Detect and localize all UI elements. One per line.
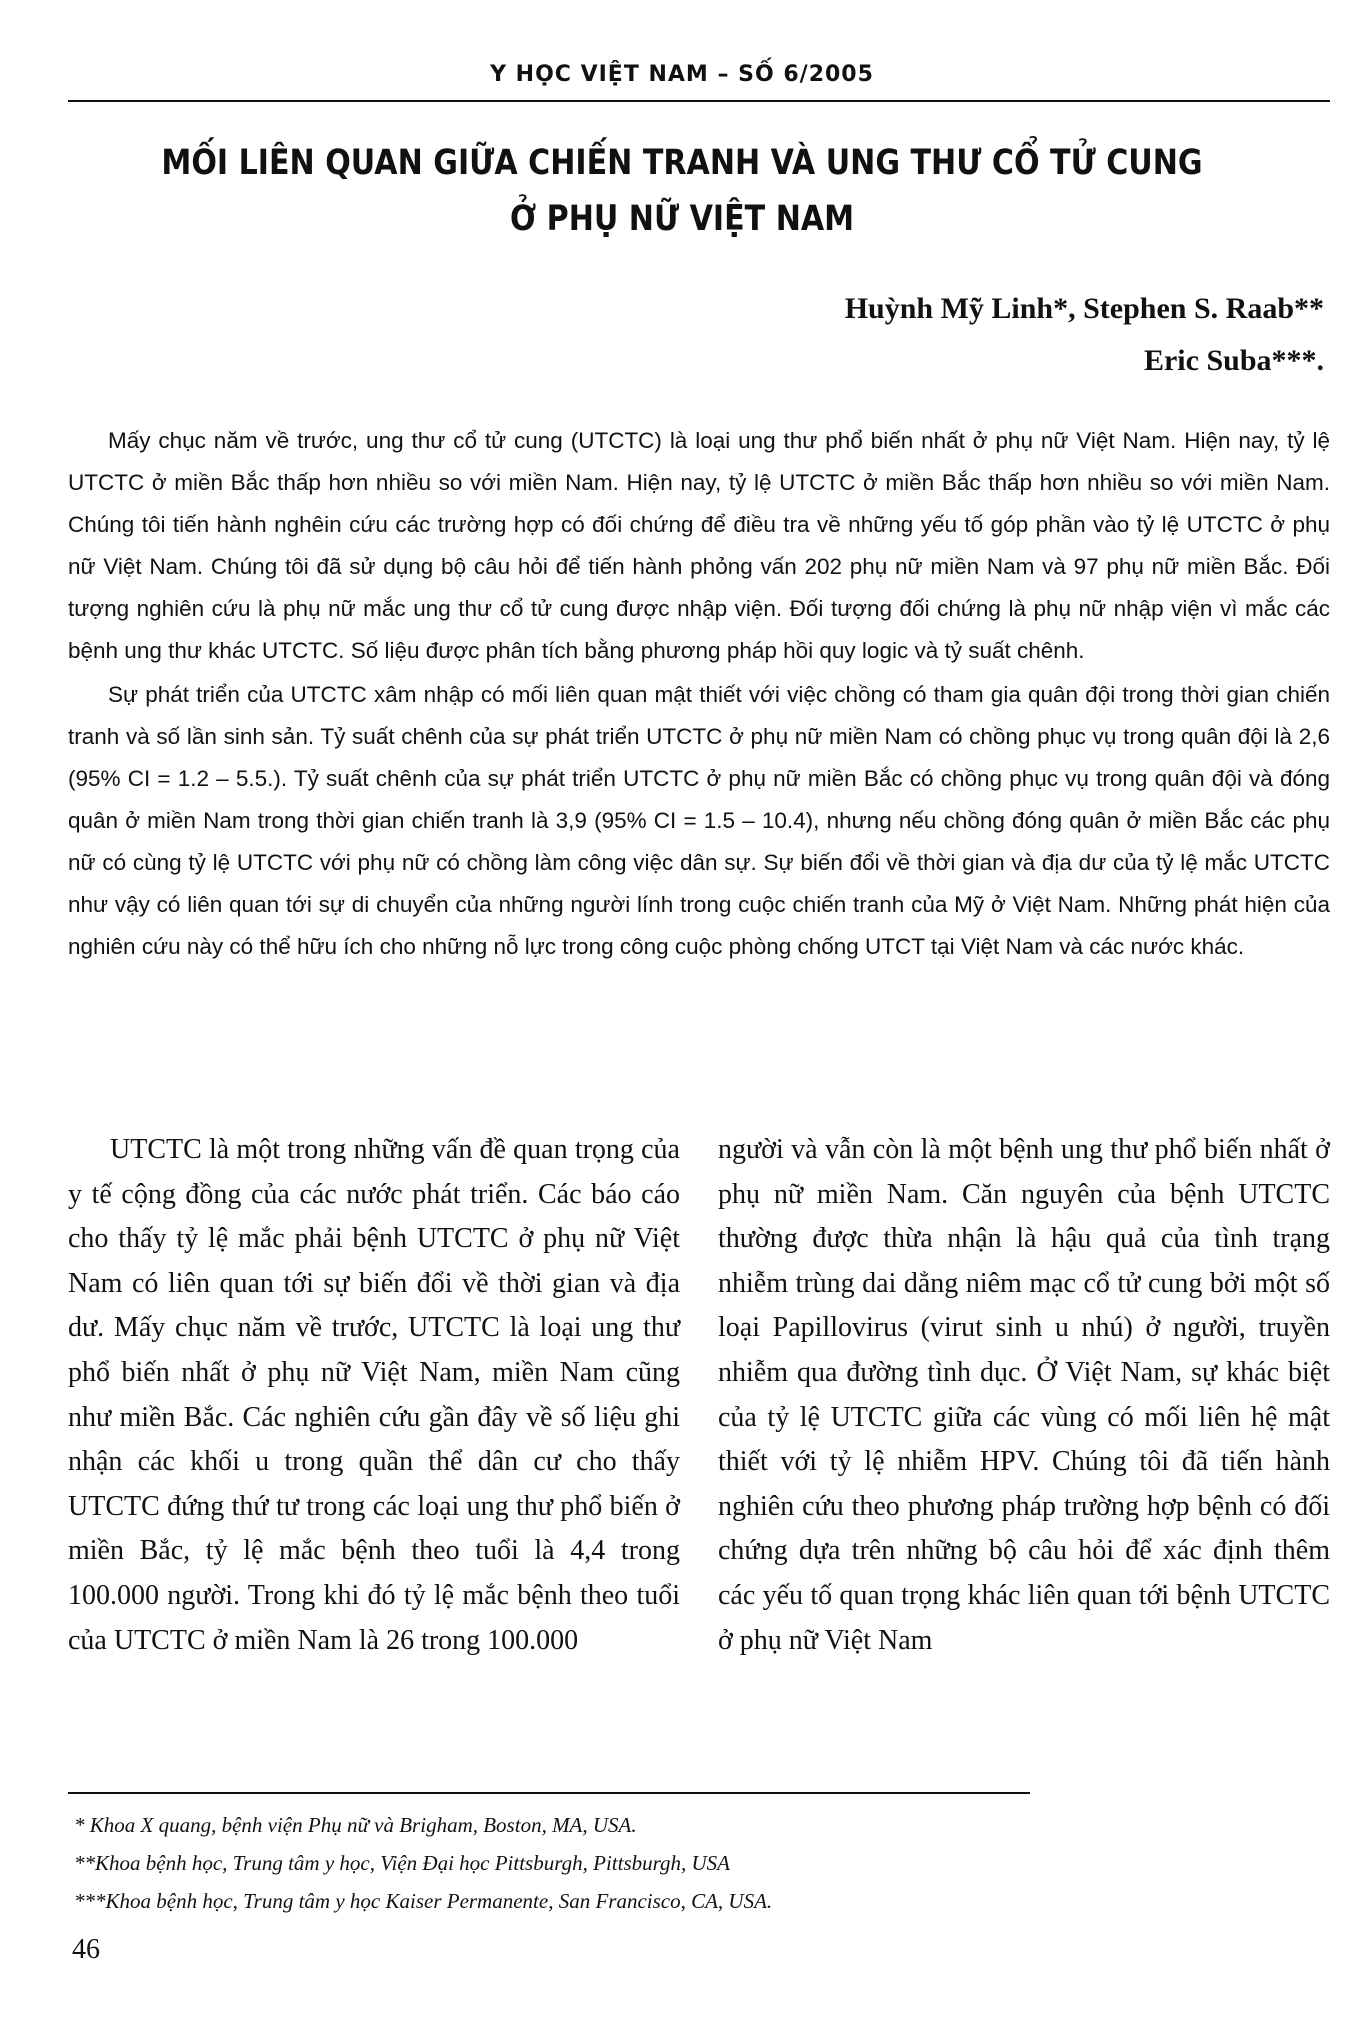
right-column bbox=[718, 1128, 1330, 1663]
page-number: 46 bbox=[72, 1934, 100, 1965]
header-rule bbox=[68, 100, 1330, 102]
footnotes bbox=[74, 1806, 772, 1920]
author-line-2: Eric Suba***. bbox=[1143, 344, 1324, 377]
footnote-rule bbox=[68, 1792, 1030, 1794]
left-column bbox=[68, 1128, 680, 1663]
title-line-1: MỐI LIÊN QUAN GIỮA CHIẾN TRANH VÀ UNG THƯ CỔ TỬ CUNG bbox=[161, 143, 1203, 183]
title-line-2: Ở PHỤ NỮ VIỆT NAM bbox=[509, 199, 855, 239]
footnote-2: **Khoa bệnh học, Trung tâm y học, Viện Đại học Pittsburgh, Pittsburgh, USA bbox=[74, 1851, 731, 1875]
abstract bbox=[68, 420, 1330, 970]
author-line-1: Huỳnh Mỹ Linh*, Stephen S. Raab** bbox=[844, 292, 1324, 325]
journal-header: Y HỌC VIỆT NAM – SỐ 6/2005 bbox=[490, 62, 874, 87]
abstract-paragraph-1: Mấy chục năm về trước, ung thư cổ tử cung (UTCTC) là loại ung thư phổ biến nhất ở phụ nữ Việt Nam. Hiện nay, tỷ lệ UTCTC ở miền Bắc thấp hơn nhiều so với miền Nam. Hiện nay, tỷ lệ UTCTC ở miền Bắc thấp hơn nhiều so với miền Nam. Chúng tôi tiến hành nghêin cứu các trường hợp có đối chứng để điều tra về những yếu tố góp phần vào tỷ lệ UTCTC ở phụ nữ Việt Nam. Chúng tôi đã sử dụng bộ câu hỏi để tiến hành phỏng vấn 202 phụ nữ miền Nam và 97 phụ nữ miền Bắc. Đối tượng nghiên cứu là phụ nữ mắc ung thư cổ tử cung được nhập viện. Đối tượng đối chứng là phụ nữ nhập viện vì mắc các bệnh ung thư khác UTCTC. Số liệu được phân tích bằng phương pháp hồi quy logic và tỷ suất chênh. bbox=[68, 428, 1330, 663]
article-title bbox=[95, 135, 1268, 247]
left-column-text: UTCTC là một trong những vấn đề quan trọng của y tế cộng đồng của các nước phát triển. Các báo cáo cho thấy tỷ lệ mắc phải bệnh UTCTC ở phụ nữ Việt Nam có liên quan tới sự biến đổi về thời gian và địa dư. Mấy chục năm về trước, UTCTC là loại ung thư phổ biến nhất ở phụ nữ Việt Nam, miền Nam cũng như miền Bắc. Các nghiên cứu gần đây về số liệu ghi nhận các khối u trong quần thể dân cư cho thấy UTCTC đứng thứ tư trong các loại ung thư phổ biến ở miền Bắc, tỷ lệ mắc bệnh theo tuổi là 4,4 trong 100.000 người. Trong khi đó tỷ lệ mắc bệnh theo tuổi của UTCTC ở miền Nam là 26 trong 100.000 bbox=[68, 1134, 680, 1656]
abstract-paragraph-2: Sự phát triển của UTCTC xâm nhập có mối liên quan mật thiết với việc chồng có tham gia quân đội trong thời gian chiến tranh và số lần sinh sản. Tỷ suất chênh của sự phát triển UTCTC ở phụ nữ miền Nam có chồng phục vụ trong quân đội là 2,6 (95% CI = 1.2 – 5.5.). Tỷ suất chênh của sự phát triển UTCTC ở phụ nữ miền Bắc có chồng phục vụ trong quân đội và đóng quân ở miền Nam trong thời gian chiến tranh là 3,9 (95% CI = 1.5 – 10.4), nhưng nếu chồng đóng quân ở miền Bắc các phụ nữ có cùng tỷ lệ UTCTC với phụ nữ có chồng làm công việc dân sự. Sự biến đổi về thời gian và địa dư của tỷ lệ mắc UTCTC như vậy có liên quan tới sự di chuyển của những người lính trong cuộc chiến tranh của Mỹ ở Việt Nam. Những phát hiện của nghiên cứu này có thể hữu ích cho những nỗ lực trong công cuộc phòng chống UTCT tại Việt Nam và các nước khác. bbox=[68, 682, 1330, 959]
footnote-1: * Khoa X quang, bệnh viện Phụ nữ và Brigham, Boston, MA, USA. bbox=[74, 1813, 637, 1837]
footnote-3: ***Khoa bệnh học, Trung tâm y học Kaiser Permanente, San Francisco, CA, USA. bbox=[74, 1889, 773, 1913]
right-column-text: người và vẫn còn là một bệnh ung thư phổ biến nhất ở phụ nữ miền Nam. Căn nguyên của bệnh UTCTC thường được thừa nhận là hậu quả của tình trạng nhiễm trùng dai dẳng niêm mạc cổ tử cung bởi một số loại Papillovirus (virut sinh u nhú) ở người, truyền nhiễm qua đường tình dục. Ở Việt Nam, sự khác biệt của tỷ lệ UTCTC giữa các vùng có mối liên hệ mật thiết với tỷ lệ nhiễm HPV. Chúng tôi đã tiến hành nghiên cứu theo phương pháp trường hợp bệnh có đối chứng dựa trên những bộ câu hỏi để xác định thêm các yếu tố quan trọng khác liên quan tới bệnh UTCTC ở phụ nữ Việt Nam bbox=[718, 1134, 1330, 1656]
authors bbox=[845, 283, 1324, 387]
body-columns bbox=[68, 1128, 1330, 1663]
